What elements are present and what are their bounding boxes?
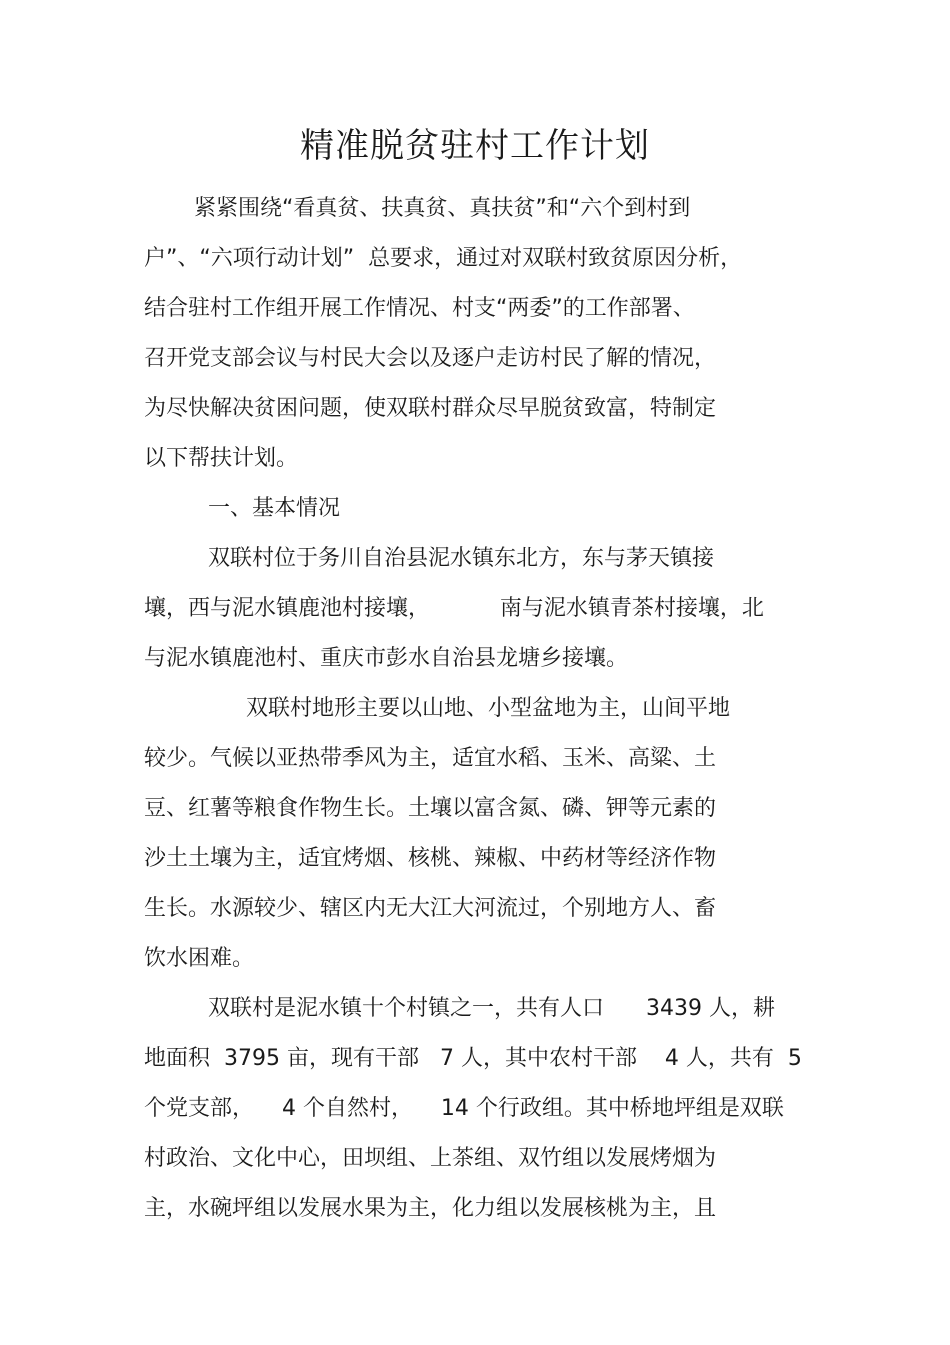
intro-line-5: 为尽快解决贫困问题，使双联村群众尽早脱贫致富，特制定 [144, 396, 717, 421]
terrain-line-5: 生长。水源较少、辖区内无大江大河流过，个别地方人、畜 [144, 896, 717, 921]
terrain-line-1: 双联村地形主要以山地、小型盆地为主，山间平地 [246, 696, 731, 721]
population-line-4: 村政治、文化中心，田坝组、上茶组、双竹组以发展烤烟为 [144, 1146, 717, 1171]
terrain-line-3: 豆、红薯等粮食作物生长。土壤以富含氮、磷、钾等元素的 [144, 796, 717, 821]
terrain-line-4: 沙土土壤为主，适宜烤烟、核桃、辣椒、中药材等经济作物 [144, 846, 717, 871]
terrain-line-2: 较少。气候以亚热带季风为主，适宜水稻、玉米、高粱、土 [144, 746, 717, 771]
intro-line-3: 结合驻村工作组开展工作情况、村支“两委”的工作部署、 [144, 296, 695, 321]
population-line-3: 个党支部， 4 个自然村， 14 个行政组。其中桥地坪组是双联 [144, 1096, 784, 1121]
section-heading: 一、基本情况 [208, 496, 341, 521]
population-line-5: 主，水碗坪组以发展水果为主，化力组以发展核桃为主，且 [144, 1196, 717, 1221]
intro-line-4: 召开党支部会议与村民大会以及逐户走访村民了解的情况， [144, 346, 717, 371]
document-title: 精准脱贫驻村工作计划 [300, 126, 650, 166]
location-line-3: 与泥水镇鹿池村、重庆市彭水自治县龙塘乡接壤。 [144, 646, 629, 671]
population-line-2: 地面积 3795 亩，现有干部 7 人，其中农村干部 4 人，共有 5 [144, 1046, 802, 1071]
terrain-line-6: 饮水困难。 [144, 946, 255, 971]
intro-line-2: 户”、“六项行动计划” 总要求，通过对双联村致贫原因分析， [144, 246, 743, 271]
population-line-1: 双联村是泥水镇十个村镇之一，共有人口 3439 人，耕 [208, 996, 775, 1021]
location-line-1: 双联村位于务川自治县泥水镇东北方，东与茅天镇接 [208, 546, 715, 571]
intro-line-6: 以下帮扶计划。 [144, 446, 299, 471]
location-line-2: 壤，西与泥水镇鹿池村接壤， 南与泥水镇青茶村接壤，北 [144, 596, 764, 621]
intro-line-1: 紧紧围绕“看真贫、扶真贫、真扶贫”和“六个到村到 [194, 196, 691, 221]
